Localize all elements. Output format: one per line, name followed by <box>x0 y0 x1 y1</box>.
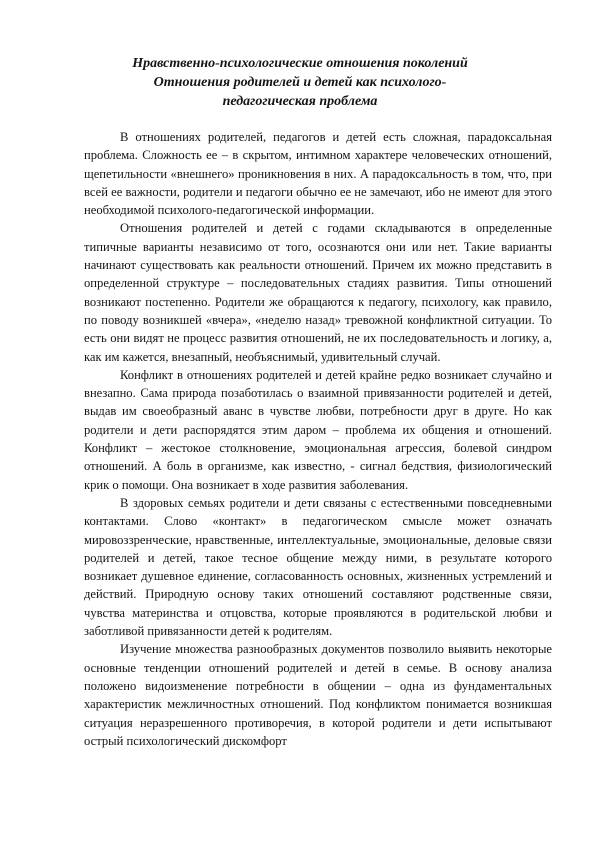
paragraph-1: В отношениях родителей, педагогов и детей есть сложная, парадоксальная проблема. Сложность ее – в скрытом, интимном характере человеческих отношений, щепетильности «внешнего» проникновения в них. А парадоксальность в том, что, при всей ее важности, родители и педагоги обычно ее не замечают, ибо не имеют для этого необходимой психолого-педагогической информации. <box>84 130 552 218</box>
paragraph-2: Отношения родителей и детей с годами складываются в определенные типичные варианты независимо от того, осознаются они или нет. Такие варианты начинают существовать как реальности отношений. Причем их можно представить в определенной структуре – последовательных стадиях развития. Типы отношений возникают постепенно. Родители же обращаются к педагогу, психологу, как правило, по поводу возникшей «вчера», «неделю назад» тревожной конфликтной ситуации. То есть они видят не процесс развития отношений, не их последовательность и логику, а, как им кажется, внезапный, необъяснимый, удивительный случай. <box>84 221 552 364</box>
title-line-3: педагогическая проблема <box>222 94 378 109</box>
title-line-1: Нравственно-психологические отношения поколений <box>132 56 468 71</box>
page-title <box>80 54 520 111</box>
paragraph-4: В здоровых семьях родители и дети связаны с естественными повседневными контактами. Слово «контакт» в педагогическом смысле может означать мировоззренческие, нравственные, интеллектуальные, эмоциональные, деловые связи родителей и детей, такое тесное общение между ними, в результате которого возникает душевное единение, согласованность основных, жизненных устремлений и действий. Природную основу таких отношений составляют родственные связи, чувства материнства и отцовства, которые проявляются в родительской любви и заботливой привязанности детей к родителям. <box>84 495 552 639</box>
title-line-2: Отношения родителей и детей как психолого- <box>153 75 447 90</box>
paragraph-3: Конфликт в отношениях родителей и детей крайне редко возникает случайно и внезапно. Сама природа позаботилась о взаимной привязанности родителей и детей, выдав им своеобразный аванс в чувстве любви, потребности друг в друге. Но как родители и дети распорядятся этим даром – проблема их общения и отношений. Конфликт – жестокое столкновение, эмоциональная агрессия, болевой синдром отношений. А боль в организме, как известно, - сигнал бедствия, физиологический крик о помощи. Она возникает в ходе развития заболевания. <box>84 367 552 492</box>
paragraph-5: Изучение множества разнообразных документов позволило выявить некоторые основные тенденции отношений родителей и детей в семье. В основу анализа положено видоизменение потребности в общении – одна из фундаментальных характеристик межличностных отношений. Под конфликтом понимается возникшая ситуация неразрешенного противоречия, в которой родители и дети испытывают острый психологический дискомфорт <box>84 642 552 748</box>
body-text <box>84 128 552 750</box>
